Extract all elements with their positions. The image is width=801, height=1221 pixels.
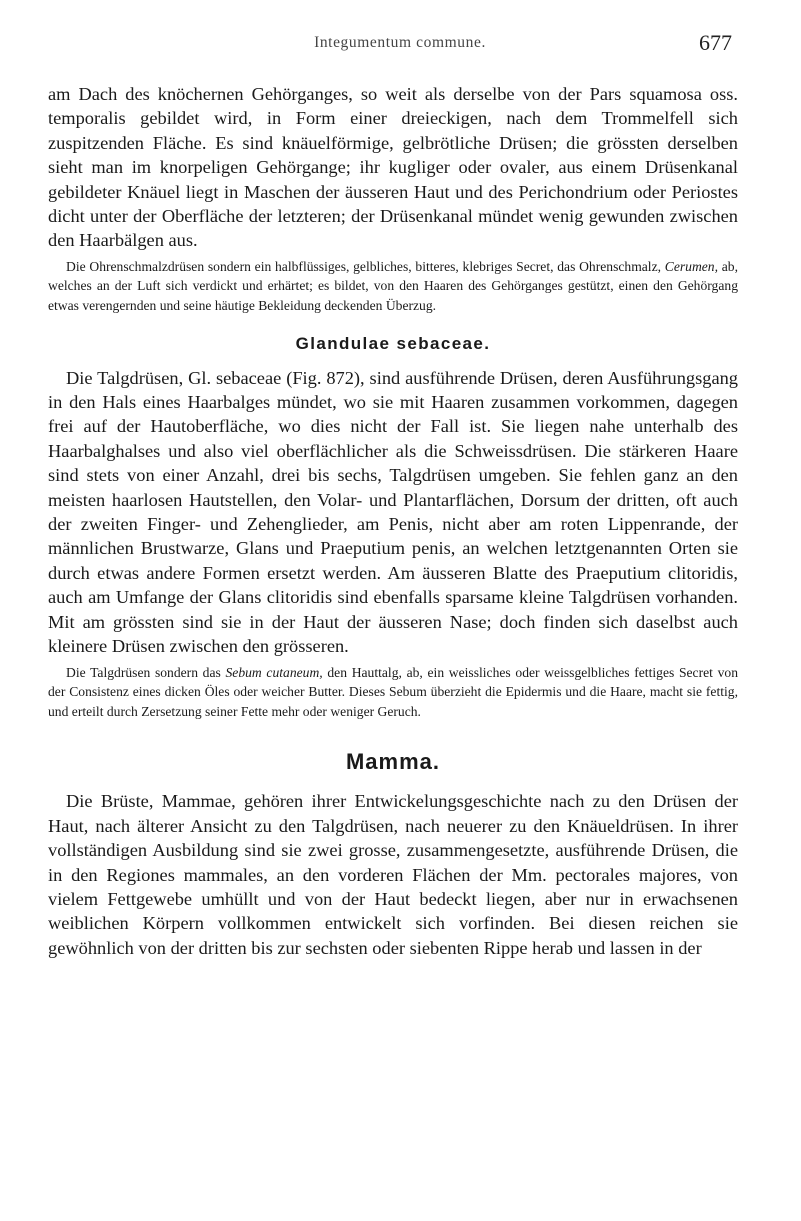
term-cerumen: Cerumen, (664, 258, 718, 274)
running-head: Integumentum commune. (314, 34, 486, 51)
page-number: 677 (699, 30, 732, 55)
text-body (48, 82, 738, 960)
note-sebum (48, 663, 738, 722)
note-sebum-text-a: Die Talgdrüsen sondern das (66, 664, 226, 680)
paragraph-mamma: Die Brüste, Mammae, gehören ihrer Entwickelungsgeschichte nach zu den Drüsen der Haut, nach älterer Ansicht zu den Talgdrüsen, nach neuerer zu den Knäueldrüsen. In ihrer vollständigen Ausbildung sind sie zwei grosse, zusammengesetzte, ausführende Drüsen, die in den Regiones mammales, an den vorderen Flächen der Mm. pectorales majores, von vielem Fettgewebe umhüllt und von der Haut bedeckt liegen, aber nur in erwachsenen weiblichen Körpern vollkommen entwickelt sich vorfinden. Bei diesen reichen sie gewöhnlich von der dritten bis zur sechsten oder siebenten Rippe herab und lassen in der (48, 791, 738, 958)
note-cerumen (48, 257, 738, 316)
paragraph-talgdruesen: Die Talgdrüsen, Gl. sebaceae (Fig. 872), sind ausführende Drüsen, deren Ausführungsgang in den Hals eines Haarbalges mündet, wo sie mit Haaren zusammen vorkommen, dagegen frei auf der Hautoberfläche, wo dies nicht der Fall ist. Sie liegen nahe unterhalb des Haarbalghalses und also viel oberflächlicher als die Schweissdrüsen. Die stärkeren Haare sind stets von einer Anzahl, drei bis sechs, Talgdrüsen umgeben. Sie fehlen ganz an den meisten haarlosen Hautstellen, den Volar- und Plantarflächen, Dorsum der dritten, oft auch der zweiten Finger- und Zehenglieder, am Penis, nicht aber am roten Lippenrande, der männlichen Brustwarze, Glans und Praeputium penis, an welchen letztgenannten Orten sie durch etwas andere Formen ersetzt werden. Am äusseren Blatte des Praeputium clitoridis, auch am Umfange der Glans clitoridis sind ebenfalls sparsame kleine Talgdrüsen vorhanden. Mit am grössten sind sie in der Haut der äusseren Nase; doch finden sich daselbst auch kleinere Drüsen zwischen den grösseren. (48, 367, 738, 657)
paragraph-ceruminous-continuation: am Dach des knöchernen Gehörganges, so weit als derselbe von der Pars squamosa oss. temporalis gebildet wird, in Form einer dreieckigen, nach dem Trommelfell sich zuspitzenden Fläche. Es sind knäuelförmige, gelbrötliche Drüsen; die grössten derselben sieht man im knorpeligen Gehörgange; ihr kugliger oder ovaler, aus einem Drüsenkanal gebildeter Knäuel liegt in Maschen der äusseren Haut und des Perichondrium oder Periostes dicht unter der Oberfläche der letzteren; der Drüsenkanal mündet wenig gewunden zwischen den Haarbälgen aus. (48, 84, 738, 251)
note-cerumen-text-a: Die Ohrenschmalzdrüsen sondern ein halbflüssiges, gelbliches, bitteres, klebriges Secret, das Ohrenschmalz, (66, 258, 665, 274)
section-heading-mamma: Mamma. (345, 749, 441, 775)
section-heading-glandulae-sebaceae: Glandulae sebaceae. (295, 333, 491, 353)
term-sebum-cutaneum: Sebum cutaneum, (225, 664, 323, 680)
note-cerumen-text-b: ab, welches an der Luft sich verdickt und erhärtet; es bildet, von den Haaren des Gehörganges gestützt, einen den Gehörgang etwas verengernden und seine häutige Bekleidung deckenden Überzug. (48, 258, 738, 314)
note-sebum-text-b: den Hauttalg, ab, ein weissliches oder weissgelbliches fettiges Secret von der Consistenz eines dicken Öles oder weicher Butter. Dieses Sebum überzieht die Epidermis und die Haare, macht sie fettig, und erteilt durch Zersetzung seiner Fette mehr oder weniger Geruch. (48, 664, 738, 719)
